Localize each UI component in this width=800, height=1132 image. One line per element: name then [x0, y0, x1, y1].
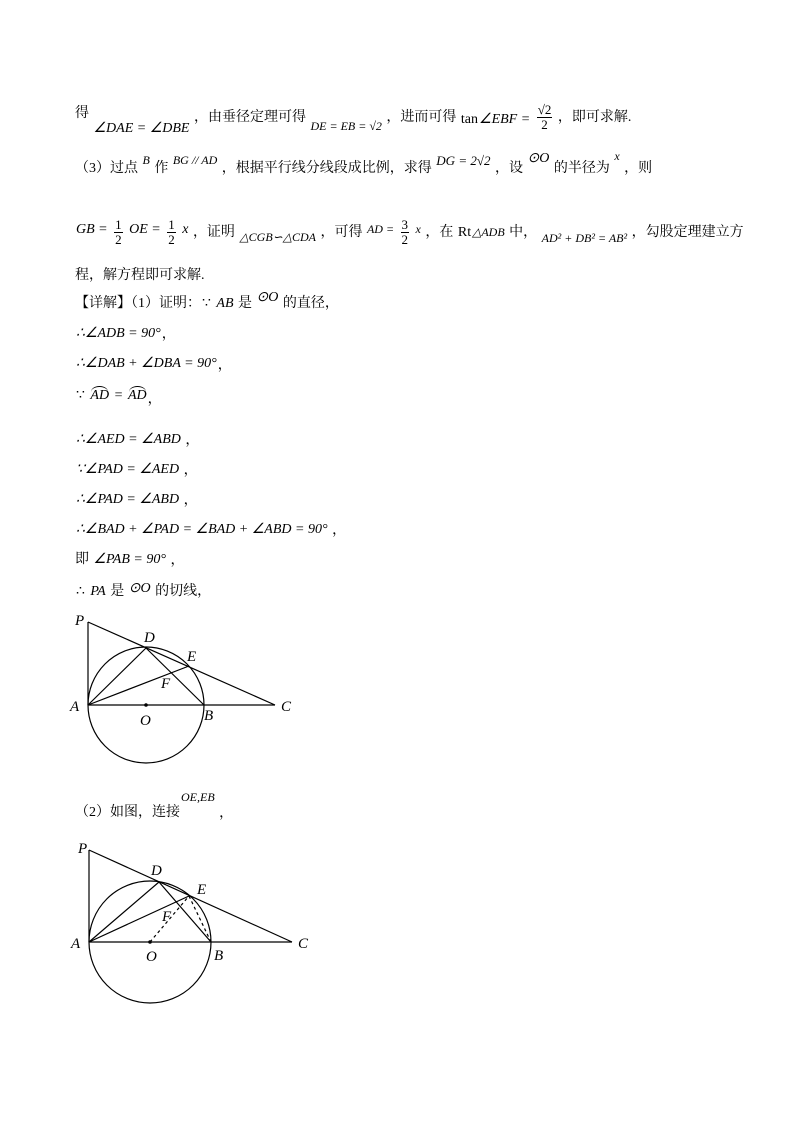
- arc-expression: AD: [128, 388, 147, 403]
- text-segment: ，: [217, 358, 232, 373]
- solution-line-10: [75, 583, 211, 601]
- text-segment: ，: [183, 463, 198, 478]
- text-segment: ，: [185, 433, 200, 448]
- point-label-a: A: [71, 936, 81, 952]
- solution-line-8: [75, 521, 346, 539]
- math-expression: ⊙O: [128, 581, 151, 596]
- text-segment: 得: [75, 106, 89, 121]
- text-segment: 是: [110, 584, 125, 599]
- math-expression: ⊙O: [527, 151, 550, 166]
- segment-pc: [88, 622, 275, 705]
- because-symbol: ∵: [76, 388, 85, 403]
- segment-ae: [89, 896, 189, 942]
- point-label-d: D: [144, 630, 155, 646]
- text-segment: ，证明: [192, 225, 235, 240]
- text-segment: 中，: [509, 225, 538, 240]
- text-segment: 程，解方程即可求解.: [75, 268, 205, 283]
- math-expression: x: [182, 222, 189, 237]
- math-expression: ∠EBF =: [479, 112, 531, 127]
- point-label-e: E: [197, 882, 207, 898]
- math-expression: ∴∠PAD = ∠ABD: [76, 492, 180, 507]
- text-segment: ，由垂径定理可得: [193, 110, 306, 125]
- text-segment: ，可得: [320, 225, 363, 240]
- analysis-line-2: [75, 149, 653, 177]
- text-segment: ，在: [425, 225, 454, 240]
- math-expression: ∴∠AED = ∠ABD: [76, 432, 181, 447]
- equals-sign: =: [114, 388, 123, 403]
- text-segment: ，勾股定理建立方: [631, 225, 744, 240]
- text-segment: ，根据平行线分线段成比例，求得: [221, 161, 432, 176]
- math-expression: ∠PAB = 90°: [93, 552, 166, 567]
- point-label-c: C: [298, 936, 309, 952]
- fraction: [114, 218, 123, 247]
- text-segment: 的切线，: [155, 584, 212, 599]
- text-segment: 即: [75, 552, 89, 567]
- math-expression: △ADB: [472, 225, 505, 239]
- fraction-denominator: 2: [401, 232, 409, 248]
- math-expression: ∴∠BAD + ∠PAD = ∠BAD + ∠ABD = 90°: [76, 522, 328, 537]
- math-expression: DE = EB = √2: [310, 119, 382, 133]
- text-segment: （3）过点: [75, 161, 138, 176]
- math-expression: AB: [216, 296, 234, 311]
- solution-line-3: [75, 355, 232, 373]
- fraction: [401, 218, 410, 247]
- math-expression: AD =: [366, 222, 395, 236]
- text-segment: ，进而可得: [386, 110, 457, 125]
- fraction: [167, 218, 176, 247]
- fraction-denominator: 2: [115, 232, 122, 248]
- point-label-p: P: [78, 841, 88, 857]
- point-label-b: B: [214, 948, 224, 964]
- text-segment: ，: [170, 553, 185, 568]
- solution-line-9: [75, 551, 184, 569]
- text-segment: ，: [219, 806, 234, 821]
- arc-expression: AD: [90, 388, 110, 403]
- fraction: [537, 103, 553, 132]
- math-expression: ∴∠ADB = 90°: [76, 326, 161, 341]
- math-expression: ∵∠PAD = ∠AED: [76, 462, 180, 477]
- text-segment: 作: [154, 161, 169, 176]
- solution-line-5: [75, 431, 199, 449]
- center-point-o: [148, 940, 152, 944]
- fraction-denominator: 2: [541, 117, 548, 133]
- section-heading: 【详解】（1）证明：: [75, 296, 201, 311]
- point-label-d: D: [151, 863, 162, 879]
- text-segment: ，: [332, 523, 347, 538]
- text-segment: ，: [147, 392, 162, 407]
- geometry-figure-2: [60, 836, 320, 1012]
- text-segment: ，即可求解.: [557, 110, 632, 125]
- math-expression: ∴∠DAB + ∠DBA = 90°: [76, 356, 217, 371]
- solution-line-2: [75, 325, 176, 343]
- point-label-o: O: [146, 949, 157, 965]
- fraction-numerator: 3: [401, 217, 409, 233]
- analysis-line-1: [75, 102, 632, 136]
- solution-line-11: [75, 790, 234, 821]
- center-point-o: [144, 703, 148, 707]
- math-expression: PA: [90, 584, 106, 599]
- geometry-figure-1: [60, 604, 300, 776]
- solution-line-6: [75, 461, 198, 479]
- math-expression: DG = 2√2: [436, 153, 491, 168]
- point-label-c: C: [281, 699, 292, 715]
- text-segment: ，设: [494, 161, 523, 176]
- point-label-p: P: [75, 613, 85, 629]
- math-function: tan: [460, 112, 479, 127]
- point-label-f: F: [161, 676, 171, 692]
- text-segment: ，则: [624, 161, 653, 176]
- math-expression: BG // AD: [172, 153, 218, 167]
- fraction-numerator: √2: [537, 102, 552, 118]
- math-expression: OE =: [129, 222, 161, 237]
- math-expression: AD² + DB² = AB²: [541, 231, 628, 245]
- text-segment: 的半径为: [553, 161, 610, 176]
- text-segment: 是: [238, 296, 253, 311]
- therefore-symbol: ∴: [76, 584, 85, 599]
- math-expression: x: [415, 222, 421, 236]
- analysis-line-4: [75, 267, 205, 285]
- text-segment: （2）如图，连接: [75, 805, 180, 820]
- point-label-e: E: [187, 649, 197, 665]
- analysis-line-3: [75, 217, 744, 248]
- fraction-denominator: 2: [168, 232, 175, 248]
- point-label-o: O: [140, 713, 151, 729]
- math-expression: △CGB∽△CDA: [239, 230, 316, 244]
- math-expression: OE,EB: [181, 790, 215, 804]
- fraction-numerator: 1: [115, 217, 122, 233]
- solution-line-4: [75, 387, 162, 405]
- segment-ad: [89, 882, 159, 942]
- math-expression: x: [614, 149, 620, 163]
- text-segment: ，: [183, 493, 198, 508]
- fraction-numerator: 1: [168, 217, 175, 233]
- point-label-f: F: [162, 909, 172, 925]
- math-expression: B: [142, 153, 150, 167]
- solution-line-7: [75, 491, 198, 509]
- math-expression: Rt: [457, 225, 472, 240]
- dashed-segment-eb: [189, 896, 211, 942]
- text-segment: ，: [161, 327, 176, 342]
- math-expression: GB =: [76, 222, 108, 237]
- math-expression: ∠DAE = ∠DBE: [93, 121, 190, 136]
- text-segment: 的直径，: [282, 296, 339, 311]
- segment-ad: [88, 648, 146, 705]
- point-label-b: B: [204, 708, 214, 724]
- because-symbol: ∵: [202, 296, 211, 311]
- solution-line-1: [75, 290, 339, 313]
- math-expression: ⊙O: [256, 290, 279, 305]
- segment-ae: [88, 666, 189, 705]
- point-label-a: A: [70, 699, 80, 715]
